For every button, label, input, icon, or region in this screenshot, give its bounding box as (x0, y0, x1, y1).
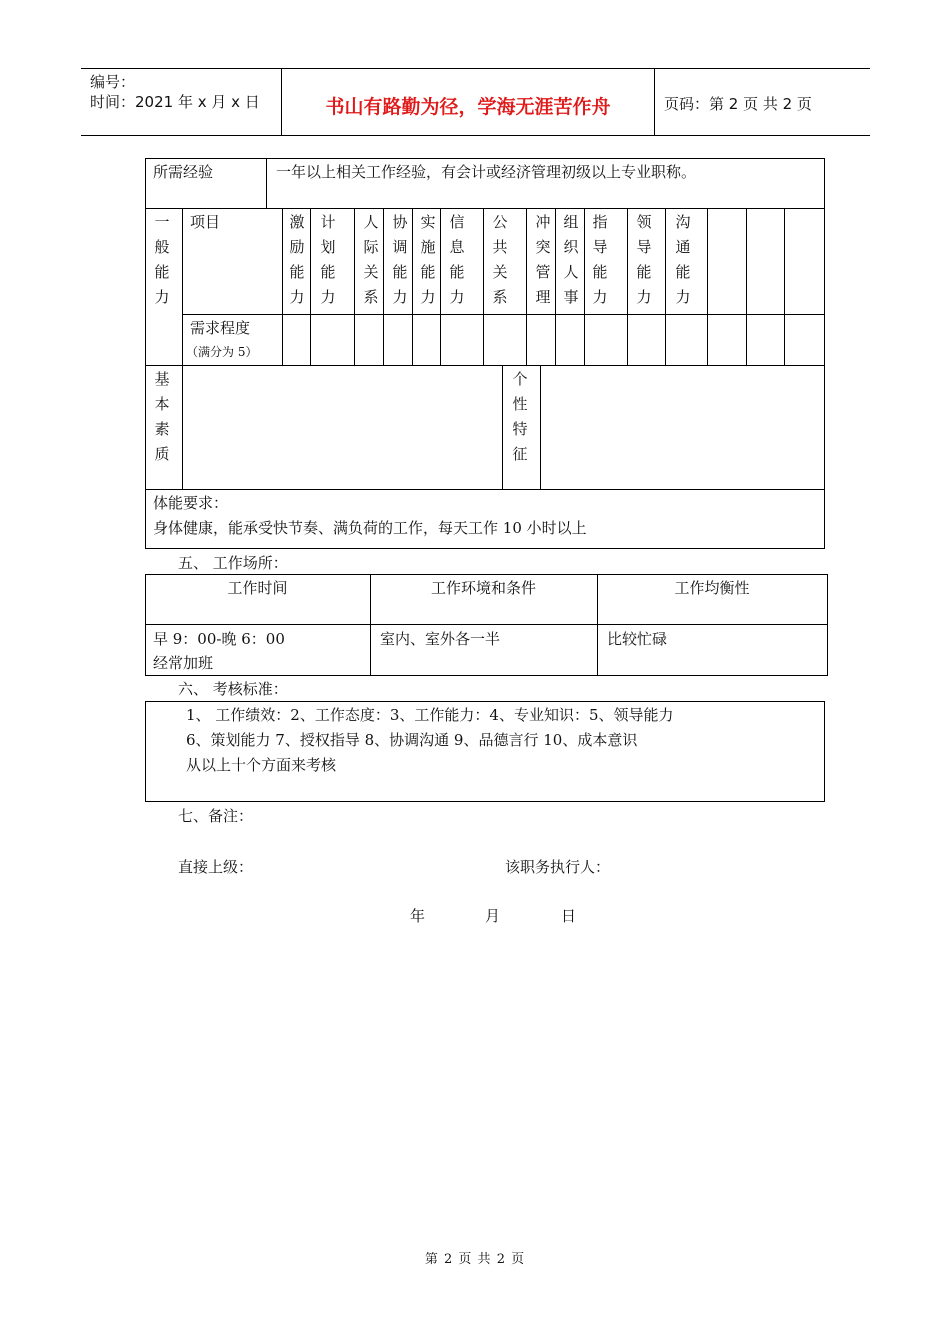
header-meta (90, 72, 260, 112)
ability-item: 指导能力 (592, 213, 608, 306)
column-header: 工作环境和条件 (430, 579, 536, 597)
page-footer: 第 2 页 共 2 页 (424, 1252, 526, 1267)
work-time-line: 早 9：00-晚 6：00 (153, 630, 285, 648)
basic-quality-label: 基本素质 (154, 370, 170, 463)
supervisor-signature: 直接上级： (178, 858, 254, 876)
date-day: 日 (561, 907, 577, 925)
work-time-line: 经常加班 (153, 654, 214, 672)
ability-item: 沟通能力 (675, 213, 691, 306)
ability-item: 激励能力 (289, 213, 305, 306)
item-header: 项目 (190, 213, 221, 231)
assessment-line: 从以上十个方面来考核 (186, 756, 337, 774)
work-environment: 室内、室外各一半 (380, 630, 501, 648)
section-title: 五、 工作场所： (178, 554, 288, 572)
column-header: 工作均衡性 (674, 579, 750, 597)
assessment-line: 1、 工作绩效：2、工作态度：3、工作能力：4、专业知识：5、领导能力 (186, 706, 674, 724)
physical-value: 身体健康，能承受快节奏、满负荷的工作，每天工作 10 小时以上 (153, 519, 587, 537)
demand-label: 需求程度 (190, 319, 251, 337)
executor-signature: 该职务执行人： (505, 858, 611, 876)
section-title: 六、 考核标准： (178, 680, 288, 698)
header-bottom-rule (81, 135, 870, 136)
document-number: 编号： (90, 73, 136, 91)
work-balance: 比较忙碌 (607, 630, 668, 648)
assessment-line: 6、策划能力 7、授权指导 8、协调沟通 9、品德言行 10、成本意识 (186, 731, 638, 749)
date-month: 月 (485, 907, 501, 925)
physical-label: 体能要求： (153, 494, 229, 512)
ability-item: 领导能力 (636, 213, 652, 306)
ability-item: 计划能力 (320, 213, 336, 306)
experience-value: 一年以上相关工作经验，有会计或经济管理初级以上专业职称。 (276, 163, 697, 181)
header-page-number: 页码：第 2 页 共 2 页 (664, 95, 812, 113)
date-year: 年 (410, 907, 426, 925)
ability-item: 公共关系 (492, 213, 508, 306)
demand-note: （满分为 5） (186, 345, 258, 359)
personality-label: 个性特征 (512, 370, 528, 463)
ability-item: 信息能力 (449, 213, 465, 306)
ability-item: 组织人事 (563, 213, 579, 306)
header-divider (281, 69, 282, 135)
header-divider (654, 69, 655, 135)
section-title: 七、备注： (178, 807, 254, 825)
ability-item: 人际关系 (363, 213, 379, 306)
ability-item: 冲突管理 (535, 213, 551, 306)
general-ability-label: 一般能力 (154, 213, 170, 306)
document-date: 时间：2021 年 x 月 x 日 (90, 93, 260, 111)
header-top-rule (81, 68, 870, 69)
ability-item: 协调能力 (392, 213, 408, 306)
column-header: 工作时间 (227, 579, 288, 597)
ability-item: 实施能力 (420, 213, 436, 306)
header-motto: 书山有路勤为径，学海无涯苦作舟 (325, 96, 611, 118)
experience-label: 所需经验 (153, 163, 214, 181)
